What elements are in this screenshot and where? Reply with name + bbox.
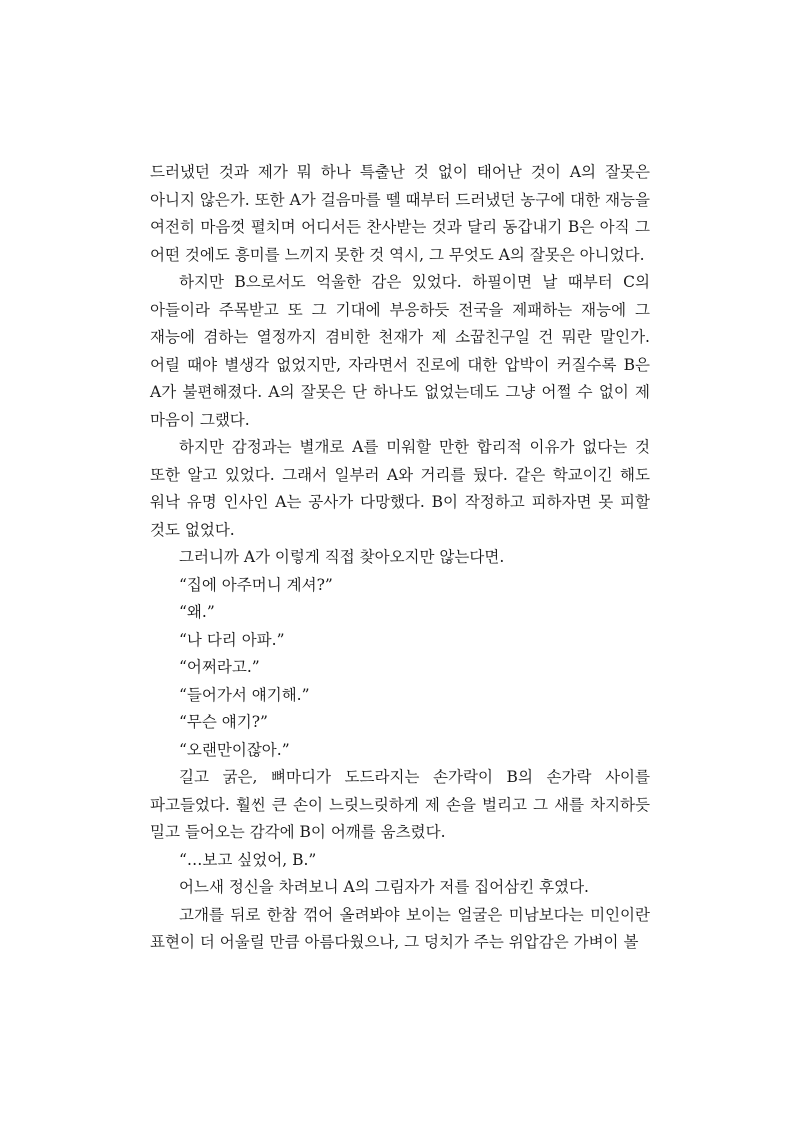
paragraph: 길고 굵은, 뼈마디가 도드라지는 손가락이 B의 손가락 사이를 파고들었다. 훨씬 큰 손이 느릿느릿하게 제 손을 벌리고 그 새를 차지하듯 밀고 들어오는 감각에 B이 어깨를 움츠렸다. — [150, 768, 650, 841]
dialogue-line: “집에 아주머니 계셔?” — [179, 575, 333, 594]
paragraph: 하지만 감정과는 별개로 A를 미워할 만한 합리적 이유가 없다는 것 또한 알고 있었다. 그래서 일부러 A와 거리를 뒀다. 같은 학교이긴 해도 워낙 유명 인사인 A는 공사가 다망했다. B이 작정하고 피하자면 못 피할 것도 없었다. — [150, 438, 650, 539]
dialogue-line: “나 다리 아파.” — [179, 630, 285, 649]
dialogue-line: “…보고 싶었어, B.” — [179, 850, 317, 869]
paragraph: 그러니까 A가 이렇게 직접 찾아오지만 않는다면. — [179, 548, 505, 566]
document-body — [150, 159, 650, 957]
paragraph: 드러냈던 것과 제가 뭐 하나 특출난 것 없이 태어난 것이 A의 잘못은 아니지 않은가. 또한 A가 걸음마를 뗄 때부터 드러냈던 농구에 대한 재능을 여전히 마음껏 펼치며 어디서든 찬사받는 것과 달리 동갑내기 B은 아직 그 어떤 것에도 흥미를 느끼지 못한 것 역시, 그 무엇도 A의 잘못은 아니었다. — [150, 163, 650, 264]
dialogue-line: “무슨 얘기?” — [179, 713, 268, 731]
paragraph: 고개를 뒤로 한참 꺾어 올려봐야 보이는 얼굴은 미남보다는 미인이란 표현이 더 어울릴 만큼 아름다웠으나, 그 덩치가 주는 위압감은 가벼이 볼 — [150, 905, 650, 951]
dialogue-line: “오랜만이잖아.” — [179, 740, 290, 759]
dialogue-line: “어쩌라고.” — [179, 658, 260, 676]
paragraph: 하지만 B으로서도 억울한 감은 있었다. 하필이면 날 때부터 C의 아들이라 주목받고 또 그 기대에 부응하듯 전국을 제패하는 재능에 그 재능에 겸하는 열정까지 겸비한 천재가 제 소꿉친구일 건 뭐란 말인가. 어릴 때야 별생각 없었지만, 자라면서 진로에 대한 압박이 커질수록 B은 A가 불편해졌다. A의 잘못은 단 하나도 없었는데도 그냥 어쩔 수 없이 제 마음이 그랬다. — [150, 273, 650, 429]
paragraph: 어느새 정신을 차려보니 A의 그림자가 저를 집어삼킨 후였다. — [179, 878, 589, 896]
dialogue-line: “들어가서 얘기해.” — [179, 685, 310, 704]
dialogue-line: “왜.” — [179, 603, 215, 621]
